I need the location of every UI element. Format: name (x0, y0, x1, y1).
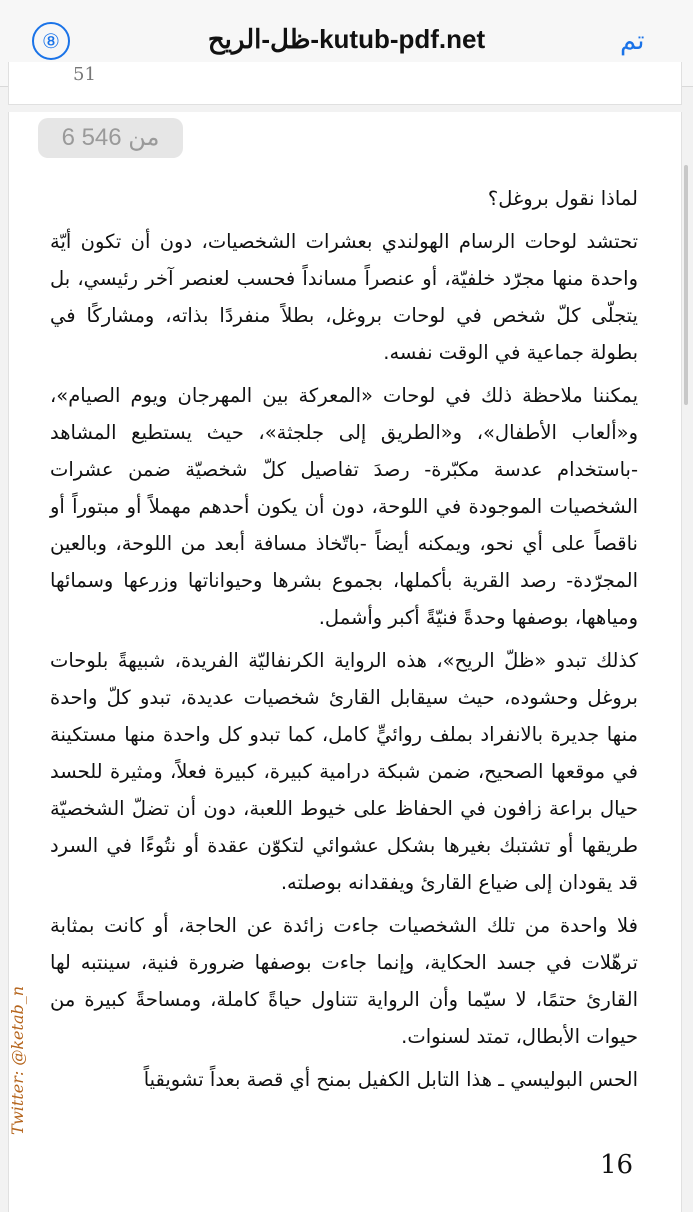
paragraph: فلا واحدة من تلك الشخصيات جاءت زائدة عن الحاجة، أو كانت بمثابة ترهّلات في جسد الحكاية، وإنما جاءت بوصفها ضرورة فنية، سينتبه لها القارئ حتمًا، لا سيّما وأن الرواية تتناول حياةً كاملة، ومساحةً كبيرة من حيوات الأبطال، تمتد لسنوات. (50, 914, 638, 1048)
markup-pen-icon[interactable]: ⑧ (32, 22, 70, 60)
paragraph: الحس البوليسي ـ هذا التابل الكفيل بمنح أي قصة بعداً تشويقياً (143, 1068, 638, 1091)
page-indicator: 6 من 546 (38, 118, 183, 158)
twitter-credit: Twitter: @ketab_n (8, 985, 27, 1135)
page-number: 16 (600, 1150, 634, 1180)
previous-page-number-fragment: 51 (73, 64, 96, 85)
paragraph: تحتشد لوحات الرسام الهولندي بعشرات الشخصيات، دون أن تكون أيّة واحدة منها مجرّد خلفيّة، أو عنصراً مسانداً فحسب لعنصر آخر رئيسي، بل يتجلّى كلّ شخص في لوحات بروغل، بطلاً منفردًا بذاته، ومشاركًا في بطولة جماعية في الوقت نفسه. (50, 230, 638, 364)
done-button[interactable]: تم (620, 26, 645, 56)
document-title: ظل-الريح-kutub-pdf.net (207, 24, 486, 54)
page-text (50, 180, 638, 1104)
paragraph: يمكننا ملاحظة ذلك في لوحات «المعركة بين المهرجان ويوم الصيام»، و«ألعاب الأطفال»، و«الطريق إلى جلجثة»، حيث يستطيع المشاهد -باستخدام عدسة مكبّرة- رصدَ تفاصيل كلّ شخصيّة ضمن عشرات الشخصيات الموجودة في اللوحة، دون أن يكون أحدهم مهملاً أو مبتوراً أو ناقصاً على أي نحو، ويمكنه أيضاً -باتّخاذ مسافة أبعد من اللوحة، وبالعين المجرّدة- رصد القرية بأكملها، بجموع بشرها وحيواناتها وزرعها وسمائها ومياهها، بوصفها وحدةً فنيّةً أكبر وأشمل. (50, 384, 638, 629)
scrollbar-thumb[interactable] (684, 165, 688, 405)
section-heading: لماذا نقول بروغل؟ (487, 187, 638, 210)
previous-page-edge (8, 62, 682, 105)
paragraph: كذلك تبدو «ظلّ الريح»، هذه الرواية الكرنفاليّة الفريدة، شبيهةً بلوحات بروغل وحشوده، حيث سيقابل القارئ شخصيات عديدة، تبدو كلّ واحدة منها جديرة بالانفراد بملف روائيٍّ كامل، كما تبدو كل واحدة منها مستكينة في موقعها الصحيح، ضمن شبكة درامية كبيرة، كبيرة فعلاً، ومثيرة للحسد حيال براعة زافون في الحفاظ على خيوط اللعبة، دون أن تضلّ الشخصيّة طريقها أو تشتبك بغيرها بشكل عشوائي لتكوّن عقدة أو نتُوءًا في السرد قد يقودان إلى ضياع القارئ ويفقدانه بوصلته. (50, 649, 638, 894)
